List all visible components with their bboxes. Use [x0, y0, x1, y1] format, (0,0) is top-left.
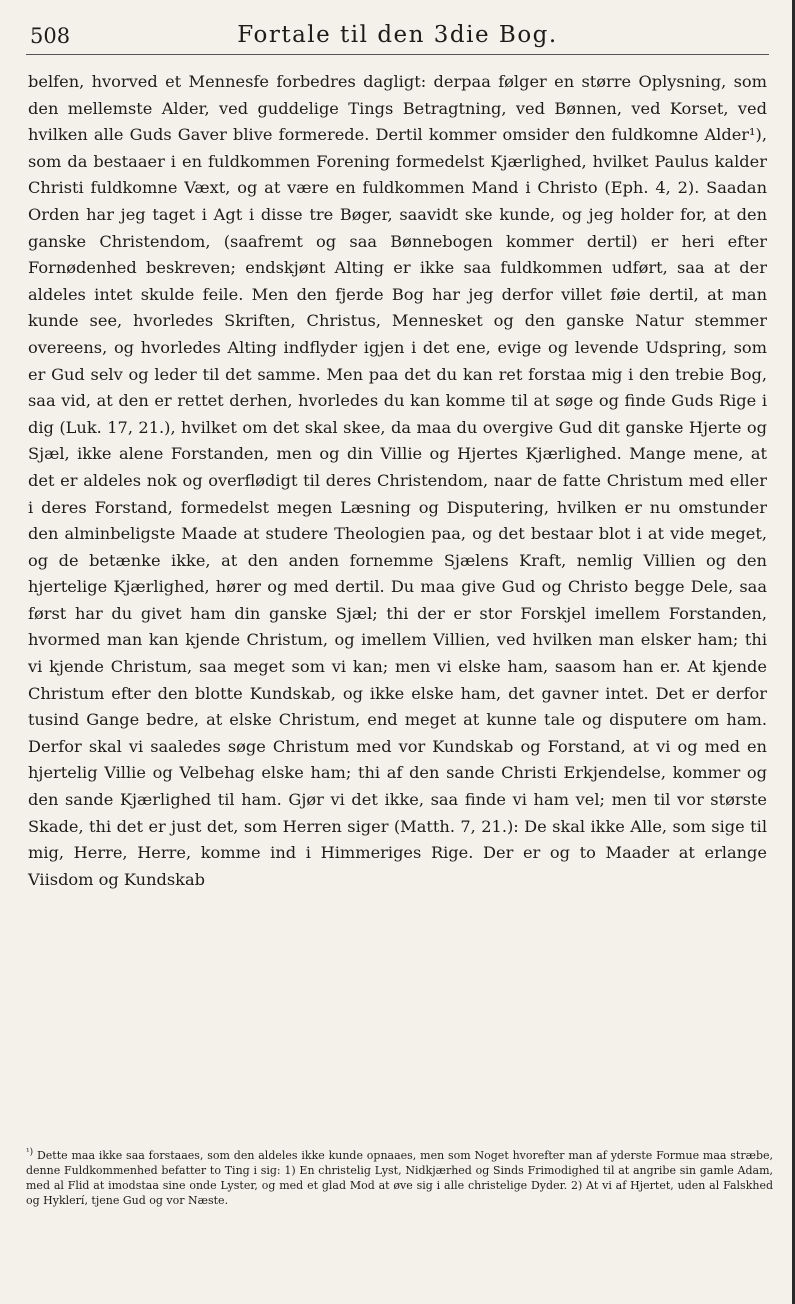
- page-number: 508: [30, 24, 71, 48]
- footnotes: [26, 1148, 773, 1208]
- body-text: belfen, hvorved et Mennesfe forbedres dagligt: derpaa følger en større Oplysning, som den mellemste Alder, ved guddelige Tings Betragtning, ved Bønnen, ved Korset, ved hvilken alle Guds Gaver blive formerede. Dertil kommer omsider den fuldkomne Alder¹), som da bestaaer i en fuldkommen Forening formedelst Kjærlighed, hvilket Paulus kalder Christi fuldkomne Væxt, og at være en fuldkommen Mand i Christo (Eph. 4, 2). Saadan Orden har jeg taget i Agt i disse tre Bøger, saavidt ske kunde, og jeg holder for, at den ganske Christendom, (saafremt og saa Bønnebogen kommer dertil) er heri efter Fornødenhed beskreven; endskjønt Alting er ikke saa fuldkommen udført, saa at der aldeles intet skulde feile. Men den fjerde Bog har jeg derfor villet føie dertil, at man kunde see, hvorledes Skriften, Christus, Mennesket og den ganske Natur stemmer overeens, og hvorledes Alting indflyder igjen i det ene, evige og levende Udspring, som er Gud selv og leder til det samme. Men paa det du kan ret forstaa mig i den trebie Bog, saa vid, at den er rettet derhen, hvorledes du kan komme til at søge og finde Guds Rige i dig (Luk. 17, 21.), hvilket om det skal skee, da maa du overgive Gud dit ganske Hjerte og Sjæl, ikke alene Forstanden, men og din Villie og Hjertes Kjærlighed. Mange mene, at det er aldeles nok og overflødigt til deres Christendom, naar de fatte Christum med eller i deres Forstand, formedelst megen Læsning og Disputering, hvilken er nu omstunder den alminbeligste Maade at studere Theologien paa, og det bestaar blot i at vide meget, og de betænke ikke, at den anden fornemme Sjælens Kraft, nemlig Villien og den hjertelige Kjærlighed, hører og med dertil. Du maa give Gud og Christo begge Dele, saa først har du givet ham din ganske Sjæl; thi der er stor Forskjel imellem Forstanden, hvormed man kan kjende Christum, og imellem Villien, ved hvilken man elsker ham; thi vi kjende Christum, saa meget som vi kan; men vi elske ham, saasom han er. At kjende Christum efter den blotte Kundskab, og ikke elske ham, det gavner intet. Det er derfor tusind Gange bedre, at elske Christum, end meget at kunne tale og disputere om ham. Derfor skal vi saaledes søge Christum med vor Kundskab og Forstand, at vi og med en hjertelig Villie og Velbehag elske ham; thi af den sande Christi Erkjendelse, kommer og den sande Kjærlighed til ham. Gjør vi det ikke, saa finde vi ham vel; men til vor største Skade, thi det er just det, som Herren siger (Matth. 7, 21.): De skal ikke Alle, som sige til mig, Herre, Herre, komme ind i Himmeriges Rige. Der er og to Maader at erlange Viisdom og Kundskab: [28, 72, 767, 889]
- footnote-marker: ¹): [26, 1147, 34, 1158]
- page-header: [26, 20, 769, 55]
- running-head: Fortale til den 3die Bog.: [237, 22, 558, 48]
- footnote: [26, 1148, 773, 1208]
- footnote-text: Dette maa ikke saa forstaaes, som den aldeles ikke kunde opnaaes, men som Noget hvorefter man af yderste Formue maa stræbe, denne Fuldkommenhed befatter to Ting i sig: 1) En christelig Lyst, Nidkjærhed og Sinds Frimodighed til at angribe sin gamle Adam, med al Flid at imodstaa sine onde Lyster, og med et glad Mod at øve sig i alle christelige Dyder. 2) At vi af Hjertet, uden al Falskhed og Hyklerí, tjene Gud og vor Næste.: [26, 1149, 773, 1207]
